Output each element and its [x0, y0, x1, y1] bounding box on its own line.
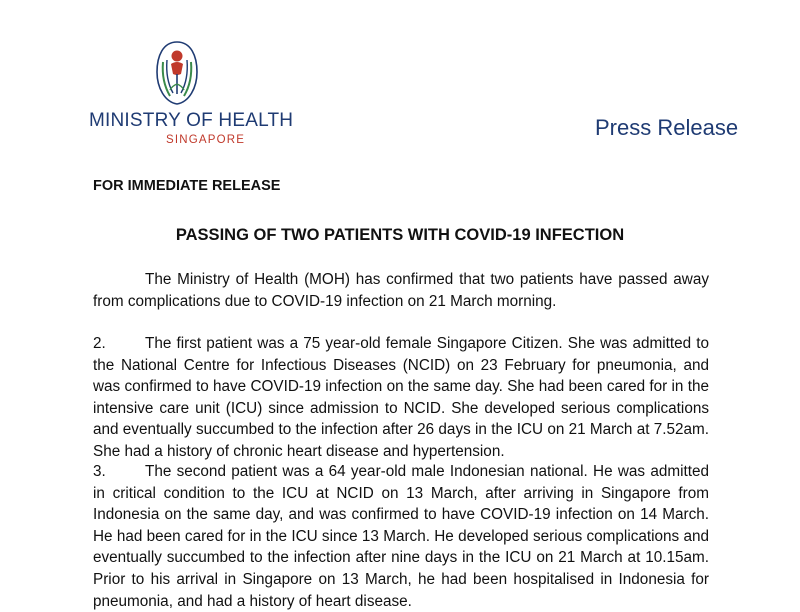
- paragraph-1: [93, 269, 709, 312]
- paragraph-text: The Ministry of Health (MOH) has confirmed that two patients have passed away from complications due to COVID-19 infection on 21 March morning.: [93, 271, 709, 310]
- paragraph-number: 3.: [93, 463, 106, 480]
- paragraph-text: The second patient was a 64 year-old male Indonesian national. He was admitted in critical condition to the ICU at NCID on 13 March, after arriving in Singapore from Indonesia on the same day, and was confirmed to have COVID-19 infection on 14 March. He had been cared for in the ICU since 13 March. He developed serious complications and eventually succumbed to the infection after nine days in the ICU on 21 March at 10.15am. Prior to his arrival in Singapore on 13 March, he had been hospitalised in Indonesia for pneumonia, and had a history of heart disease.: [93, 463, 709, 610]
- paragraph-3: [93, 461, 709, 612]
- moh-logo-icon: [154, 40, 200, 106]
- paragraph-text: The first patient was a 75 year-old female Singapore Citizen. She was admitted to the National Centre for Infectious Diseases (NCID) on 23 February for pneumonia, and was confirmed to have COVID-19 infection on the same day. She had been cared for in the intensive care unit (ICU) since admission to NCID. She developed serious complications and eventually succumbed to the infection after 26 days in the ICU on 21 March at 7.52am. She had a history of chronic heart disease and hypertension.: [93, 335, 709, 460]
- org-name: MINISTRY OF HEALTH: [89, 110, 294, 131]
- paragraph-2: [93, 333, 709, 463]
- paragraph-number: 2.: [93, 335, 106, 352]
- org-subtitle: SINGAPORE: [166, 134, 246, 146]
- document-type: Press Release: [595, 115, 739, 140]
- headline: PASSING OF TWO PATIENTS WITH COVID-19 INFECTION: [175, 226, 625, 244]
- release-tag: FOR IMMEDIATE RELEASE: [93, 178, 281, 194]
